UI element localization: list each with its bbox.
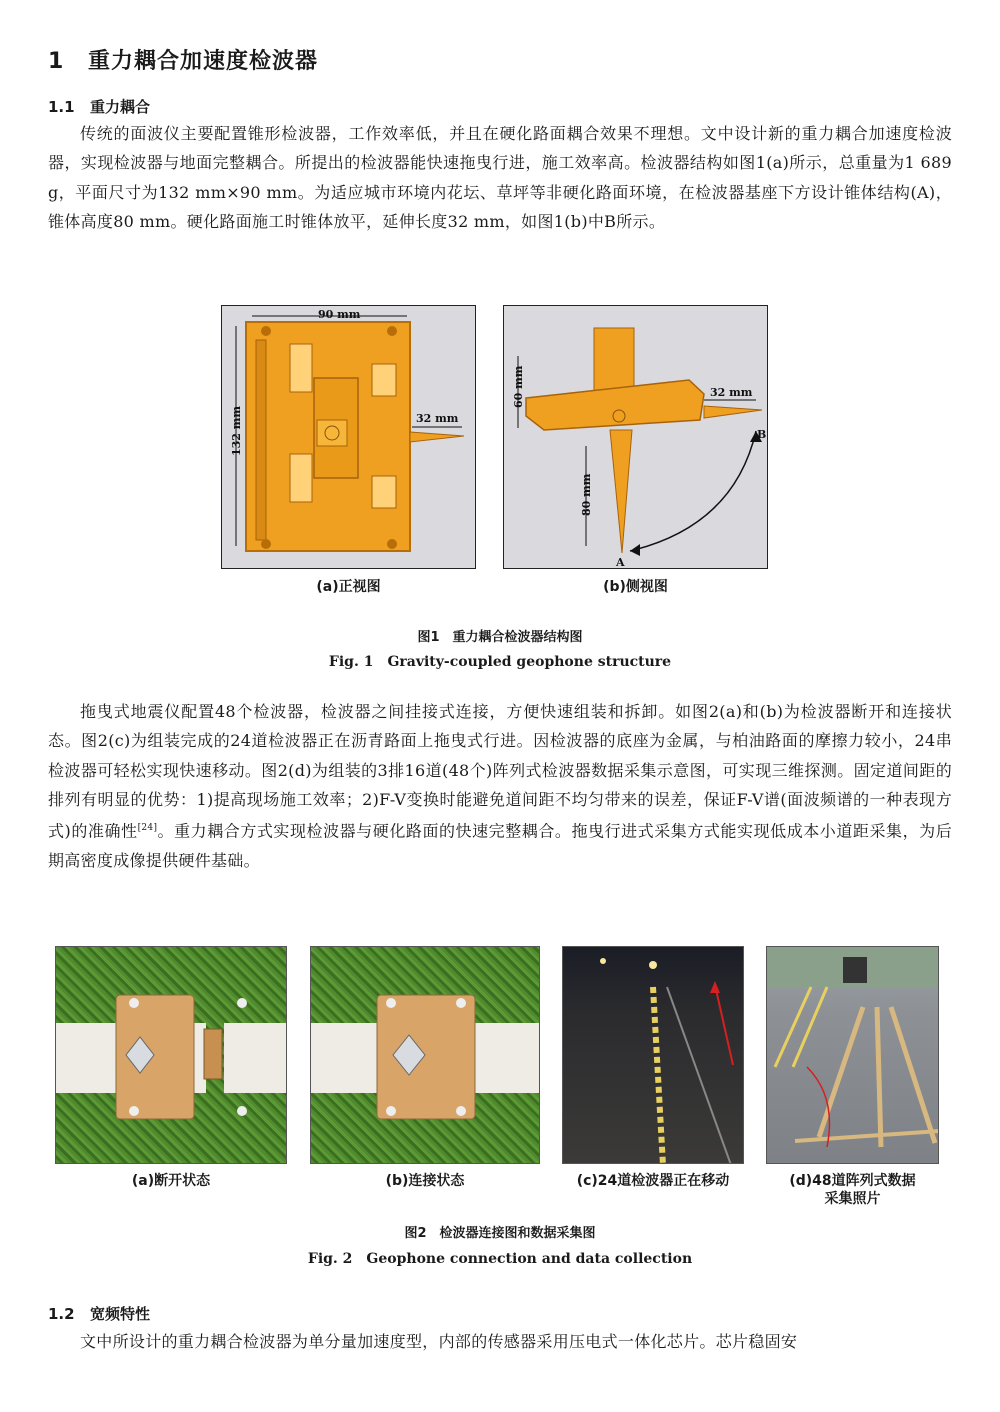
spike-horizontal xyxy=(704,406,762,418)
photo-connected-state xyxy=(310,946,540,1164)
geophone-side-drawing xyxy=(504,306,767,568)
paragraph-2-tail: 。重力耦合方式实现检波器与硬化路面的快速完整耦合。拖曳行进式采集方式能实现低成本小道距采集，为后期高密度成像提供硬件基础。 xyxy=(48,821,953,870)
bolt xyxy=(386,998,396,1008)
figure-1-caption-cn: 图1 重力耦合检波器结构图 xyxy=(417,630,583,645)
array-crossbar xyxy=(795,1131,939,1141)
section-number: 1 xyxy=(48,49,65,74)
section-heading-1 xyxy=(48,44,318,75)
dimension-label-90: 90 mm xyxy=(318,308,361,321)
geophone-front-drawing xyxy=(222,306,475,568)
bolt xyxy=(237,998,247,1008)
figure-1a-caption: (a)正视图 xyxy=(316,579,381,595)
window-slot xyxy=(372,476,396,508)
section-title: 重力耦合加速度检波器 xyxy=(88,49,319,74)
bolt xyxy=(386,1106,396,1116)
figure-1a-front-view xyxy=(221,305,476,569)
photo-24-channel-moving xyxy=(562,946,744,1164)
point-label-a: A xyxy=(616,556,625,568)
bolt xyxy=(456,1106,466,1116)
road-marking xyxy=(793,987,827,1067)
vehicle xyxy=(843,957,867,983)
road-marking xyxy=(775,987,811,1067)
paragraph-1: 传统的面波仪主要配置锥形检波器，工作效率低，并且在硬化路面耦合效果不理想。文中设计新的重力耦合加速度检波器，实现检波器与地面完整耦合。所提出的检波器能快速拖曳行进，施工效率高。检波器结构如图1(a)所示，总重量为1 689 g，平面尺寸为132 mm×90 mm。为适应城市环境内花坛、草坪等非硬化路面环境，在检波器基座下方设计锥体结构(A)，锥体高度80 mm。硬化路面施工时锥体放平，延伸长度32 mm，如图1(b)中B所示。 xyxy=(48,124,952,231)
geophone-base xyxy=(377,995,475,1119)
array-row xyxy=(819,1007,863,1137)
screw-hole xyxy=(387,326,397,336)
dimension-label-60: 60 mm xyxy=(512,365,525,408)
figure-2-caption-en: Fig. 2 Geophone connection and data collection xyxy=(307,1251,693,1267)
figure-2b-caption: (b)连接状态 xyxy=(385,1173,465,1189)
figure-2a-caption: (a)断开状态 xyxy=(131,1173,211,1189)
paragraph-2-text: 拖曳式地震仪配置48个检波器，检波器之间挂接式连接，方便快速组装和拆卸。如图2(a)和(b)为检波器断开和连接状态。图2(c)为组装完成的24道检波器正在沥青路面上拖曳式行进。因检波器的底座为金属，与柏油路面的摩擦力较小，24串检波器可轻松实现快速移动。图2(d)为组装的3排16道(48个)阵列式检波器数据采集示意图，可实现三维探测。固定道间距的排列有明显的优势：1)提高现场施工效率；2)F-V变换时能避免道间距不均匀带来的误差，保证F-V谱(面波频谱的一种表现方式)的准确性 xyxy=(48,702,952,841)
street-light xyxy=(600,958,606,964)
figure-1-caption-en: Fig. 1 Gravity-coupled geophone structure xyxy=(328,654,672,670)
figure-2d-caption xyxy=(756,1172,949,1208)
figure-2c-caption: (c)24道检波器正在移动 xyxy=(576,1173,730,1189)
photo-disconnected-state xyxy=(55,946,287,1164)
geophone-string xyxy=(653,987,663,1164)
paragraph-2 xyxy=(48,697,952,875)
screw-hole xyxy=(387,539,397,549)
subsection-heading-1-2 xyxy=(48,1303,150,1324)
screw-hole xyxy=(261,326,271,336)
cone-spike xyxy=(610,430,632,553)
figure-1b-side-view xyxy=(503,305,768,569)
side-groove xyxy=(256,340,266,540)
dimension-label-80: 80 mm xyxy=(580,473,593,516)
direction-arrow xyxy=(715,985,733,1065)
dimension-label-32: 32 mm xyxy=(416,412,459,425)
subsection-number: 1.2 xyxy=(48,1305,75,1323)
array-row xyxy=(891,1007,935,1143)
street-light xyxy=(649,961,657,969)
window-slot xyxy=(372,364,396,396)
device-body xyxy=(526,380,704,430)
paragraph-3: 文中所设计的重力耦合检波器为单分量加速度型，内部的传感器采用压电式一体化芯片。芯片稳固安 xyxy=(80,1332,798,1351)
sensor-chip xyxy=(317,420,347,446)
subsection-heading-1-1 xyxy=(48,96,150,117)
bolt xyxy=(129,1106,139,1116)
bolt xyxy=(129,998,139,1008)
subsection-title: 重力耦合 xyxy=(90,98,151,116)
rotation-arc xyxy=(630,431,756,551)
dimension-label-132: 132 mm xyxy=(230,405,243,456)
citation-ref: [24] xyxy=(137,823,158,834)
window-slot xyxy=(290,344,312,392)
subsection-number: 1.1 xyxy=(48,98,75,116)
figure-1b-caption: (b)侧视图 xyxy=(603,579,668,595)
strap-right xyxy=(224,1023,287,1093)
point-label-b: B xyxy=(757,428,767,441)
screw-hole xyxy=(261,539,271,549)
figure-2d-caption-line1: (d)48道阵列式数据 xyxy=(789,1173,916,1189)
spike xyxy=(410,432,464,442)
figure-2-caption-cn: 图2 检波器连接图和数据采集图 xyxy=(404,1226,596,1241)
dimension-label-32: 32 mm xyxy=(710,386,753,399)
bolt xyxy=(456,998,466,1008)
figure-2d-caption-line2: 采集照片 xyxy=(824,1191,881,1207)
arc-arrowhead xyxy=(630,544,640,556)
array-row xyxy=(877,1007,881,1147)
arrowhead xyxy=(710,981,720,993)
window-slot xyxy=(290,454,312,502)
bolt xyxy=(237,1106,247,1116)
connector xyxy=(204,1029,222,1079)
photo-48-channel-array xyxy=(766,946,939,1164)
subsection-title: 宽频特性 xyxy=(90,1305,151,1323)
